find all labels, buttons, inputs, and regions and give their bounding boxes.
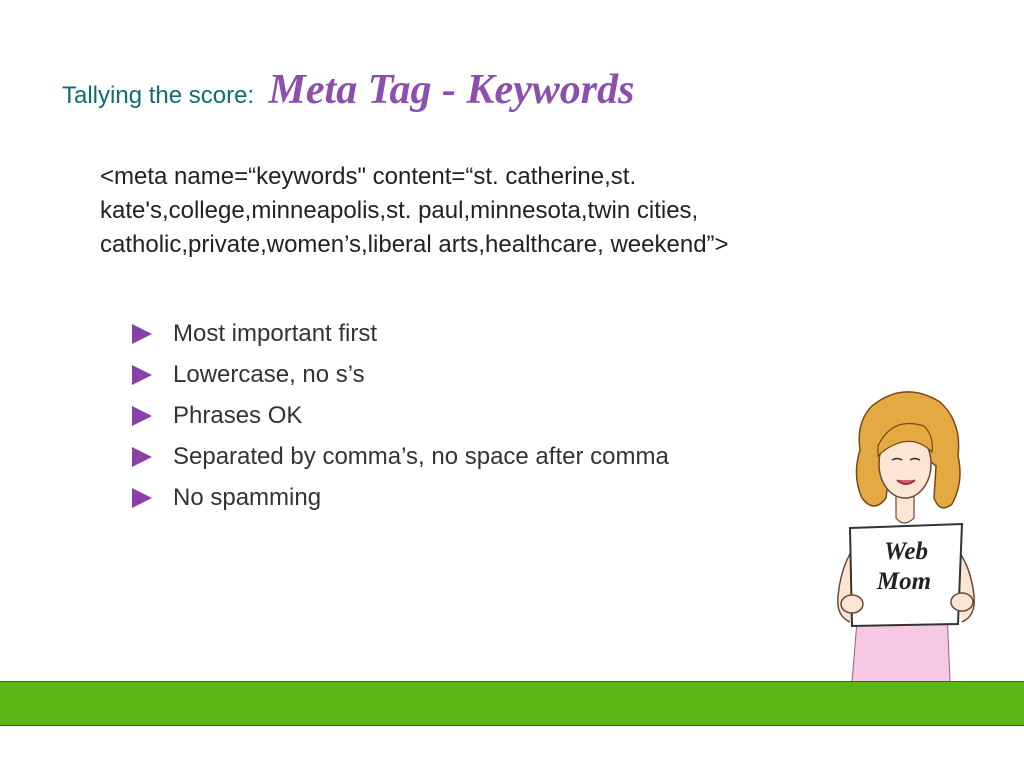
list-item [132, 395, 669, 436]
bullet-text: No spamming [173, 483, 322, 511]
list-item [132, 477, 669, 518]
list-item [132, 354, 669, 395]
triangle-bullet-icon [132, 406, 152, 426]
bullet-text: Phrases OK [173, 401, 303, 429]
code-line: <meta name=“keywords" content=“st. catherine,st. [100, 163, 637, 190]
sign-text-line1: Web [884, 538, 928, 565]
list-item [132, 313, 669, 354]
code-line: catholic,private,women’s,liberal arts,healthcare, weekend”> [100, 231, 729, 258]
triangle-bullet-icon [132, 365, 152, 385]
triangle-bullet-icon [132, 324, 152, 344]
title-prefix: Tallying the score: [62, 82, 255, 109]
sign-text-line2: Mom [876, 568, 932, 595]
slide-title [62, 66, 635, 114]
triangle-bullet-icon [132, 447, 152, 467]
list-item [132, 436, 669, 477]
bullet-list [132, 313, 669, 518]
web-mom-illustration [812, 386, 992, 682]
bullet-text: Separated by comma’s, no space after comma [173, 442, 669, 470]
page-title: Meta Tag - Keywords [268, 67, 635, 113]
meta-tag-example [100, 160, 860, 262]
code-line: kate's,college,minneapolis,st. paul,minnesota,twin cities, [100, 197, 699, 224]
triangle-bullet-icon [132, 488, 152, 508]
footer-bar [0, 681, 1024, 726]
bullet-text: Lowercase, no s’s [173, 360, 365, 388]
bullet-text: Most important first [173, 319, 378, 347]
